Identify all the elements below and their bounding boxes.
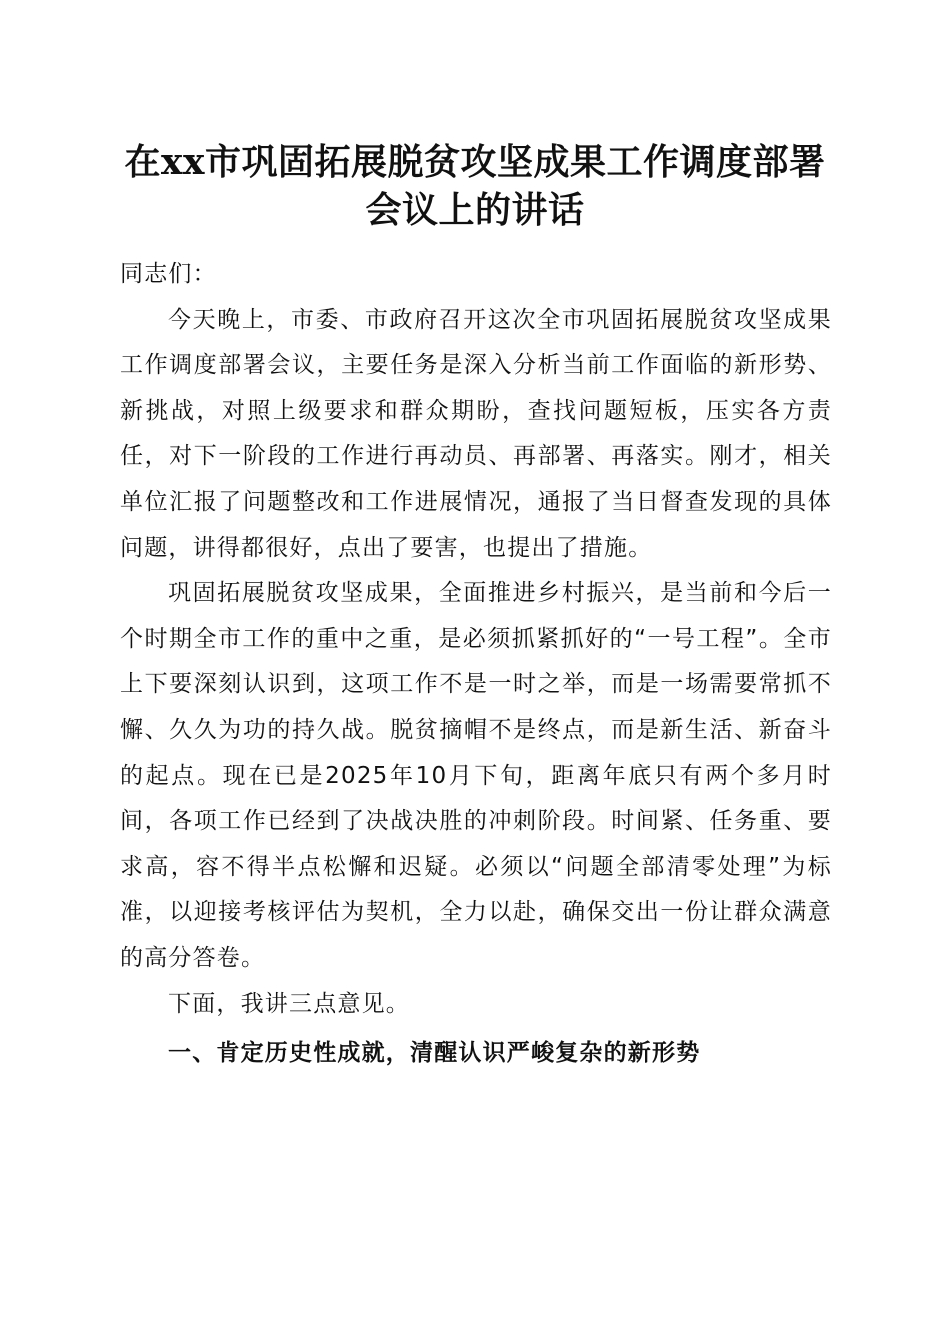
- document-body: [120, 252, 832, 1077]
- title-line-2: 会议上的讲话: [365, 189, 585, 231]
- paragraph-opening: 今天晚上，市委、市政府召开这次全市巩固拓展脱贫攻坚成果工作调度部署会议，主要任务是深入分析当前工作面临的新形势、新挑战，对照上级要求和群众期盼，查找问题短板，压实各方责任，对下一阶段的工作进行再动员、再部署、再落实。刚才，相关单位汇报了问题整改和工作进展情况，通报了当日督查发现的具体问题，讲得都很好，点出了要害，也提出了措施。: [120, 306, 832, 561]
- salutation: 同志们：: [120, 261, 217, 287]
- document-title: [100, 138, 850, 234]
- paragraph-transition: 下面，我讲三点意见。: [168, 990, 410, 1017]
- title-line-1: 在xx市巩固拓展脱贫攻坚成果工作调度部署: [124, 141, 826, 183]
- section-heading-1: 一、肯定历史性成就，清醒认识严峻复杂的新形势: [168, 1040, 701, 1067]
- paragraph-importance: 巩固拓展脱贫攻坚成果，全面推进乡村振兴，是当前和今后一个时期全市工作的重中之重，是必须抓紧抓好的“一号工程”。全市上下要深刻认识到，这项工作不是一时之举，而是一场需要常抓不懈、久久为功的持久战。脱贫摘帽不是终点，而是新生活、新奋斗的起点。现在已是2025年10月下旬，距离年底只有两个多月时间，各项工作已经到了决战决胜的冲刺阶段。时间紧、任务重、要求高，容不得半点松懈和迟疑。必须以“问题全部清零处理”为标准，以迎接考核评估为契机，全力以赴，确保交出一份让群众满意的高分答卷。: [120, 580, 832, 971]
